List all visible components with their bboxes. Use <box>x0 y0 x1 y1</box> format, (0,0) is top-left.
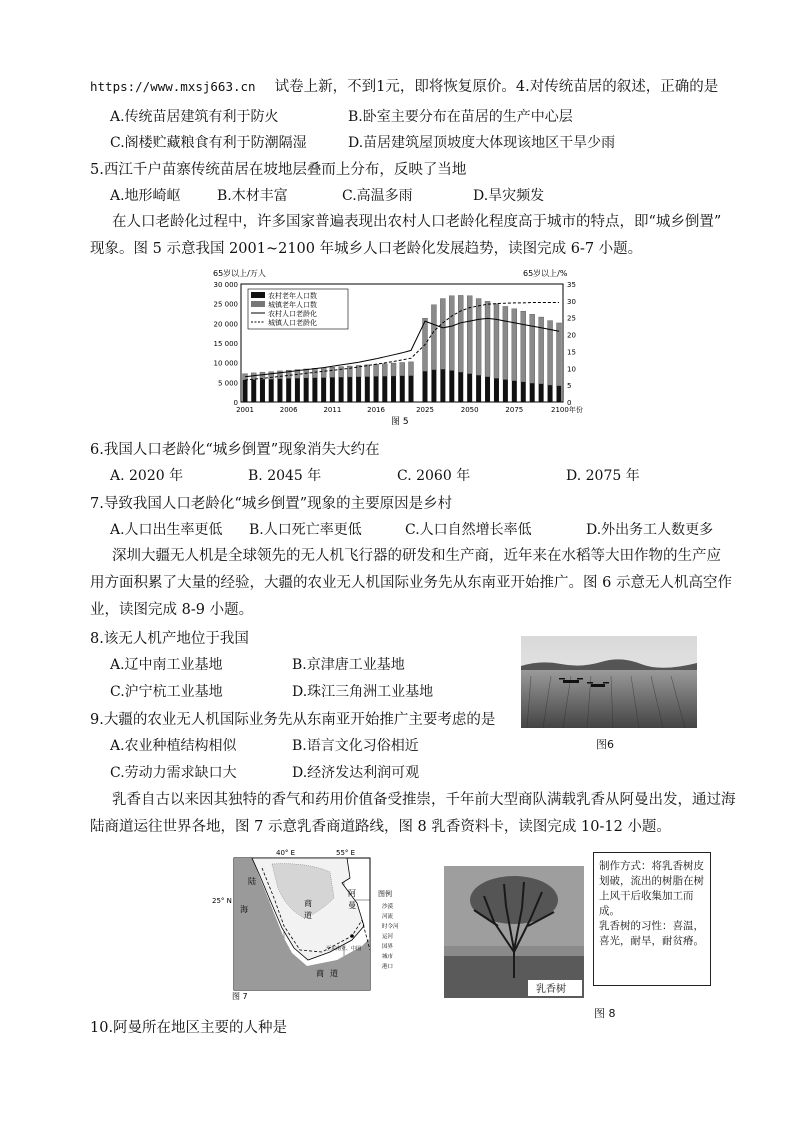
svg-text:时令河: 时令河 <box>382 924 399 930</box>
q9-option-c: C.劳动力需求缺口大 <box>110 765 237 781</box>
chart-bar-urban <box>269 372 274 379</box>
fig8-info-card <box>593 852 711 986</box>
svg-text:商: 商 <box>304 899 312 908</box>
svg-text:道: 道 <box>330 969 338 978</box>
q4-option-c: C.阁楼贮藏粮食有利于防潮隔湿 <box>110 135 307 151</box>
q8-option-c: C.沪宁杭工业基地 <box>110 684 223 700</box>
chart-ytick-left: 0 <box>233 399 238 407</box>
fig7-map <box>212 848 412 1000</box>
chart-bar-rural <box>440 369 445 402</box>
q5-option-b: B.木材丰富 <box>217 188 288 204</box>
passage2-line3: 业，读图完成 8-9 小题。 <box>90 602 254 618</box>
chart-bar-rural <box>295 378 300 402</box>
chart-bar-urban <box>365 365 370 377</box>
svg-text:曼: 曼 <box>348 901 356 910</box>
chart-ytick-left: 5 000 <box>217 379 238 388</box>
chart-bar-urban <box>476 299 481 376</box>
chart-bar-rural <box>243 380 248 402</box>
q4-option-d: D.苗居建筑屋顶坡度大体现该地区干旱少雨 <box>348 135 616 151</box>
chart-bar-rural <box>467 374 472 402</box>
q6-option-d: D. 2075 年 <box>566 468 640 484</box>
chart-bar-rural <box>557 386 562 402</box>
chart-xtick: 2001 <box>236 406 254 414</box>
chart-bar-urban <box>458 295 463 372</box>
legend-swatch-urban-count <box>251 301 265 307</box>
q4-option-a: A.传统苗居建筑有利于防火 <box>110 109 279 125</box>
card-line-6: 喜光，耐旱，耐贫瘠。 <box>599 935 704 947</box>
map-lat-25: 25° N <box>212 897 232 905</box>
map-city-marker <box>350 934 354 938</box>
q6-option-a: A. 2020 年 <box>110 468 184 484</box>
chart-bar-rural <box>548 385 553 402</box>
card-line-2: 划破，流出的树脂在树 <box>599 875 704 887</box>
svg-text:道: 道 <box>304 911 312 920</box>
chart-xtick: 2016 <box>367 406 385 414</box>
chart-bar-rural <box>347 377 352 402</box>
legend-rural-ratio: 农村人口老龄化 <box>268 310 317 318</box>
chart-ylabel-right: 65岁以上/% <box>523 269 568 278</box>
chart-bar-urban <box>440 299 445 370</box>
chart-ytick-right: 15 <box>567 348 576 357</box>
chart-xtick: 2025 <box>416 406 434 414</box>
chart-bar-rural <box>494 378 499 402</box>
chart-ytick-right: 20 <box>567 331 576 340</box>
chart-bar-rural <box>260 379 265 402</box>
chart-title: 图 5 <box>391 417 409 427</box>
chart-ylabel-left: 65岁以上/万人 <box>213 269 266 278</box>
passage3-line1: 乳香自古以来因其独特的香气和药用价值备受推崇，千年前大型商队满载乳香从阿曼出发，通过海 <box>112 792 736 808</box>
card-line-3: 上风干后收集加工而 <box>599 890 694 902</box>
fig6-drone-photo <box>521 636 697 728</box>
chart-bar-urban <box>321 368 326 378</box>
tree-label: 乳香树 <box>536 984 566 995</box>
chart-bar-rural <box>330 377 335 402</box>
svg-text:商: 商 <box>316 969 324 978</box>
passage3-line2: 陆商道运往世界各地，图 7 示意乳香商道路线，图 8 乳香资料卡，读图完成 10-12 小题。 <box>90 819 671 835</box>
q5-option-a: A.地形崎岖 <box>110 188 181 204</box>
chart-bar-urban <box>530 314 535 383</box>
map-lon-55: 55° E <box>336 849 356 857</box>
chart-bar-rural <box>409 376 414 402</box>
chart-bar-rural <box>485 377 490 402</box>
q7-stem: 7.导致我国人口老龄化“城乡倒置”现象的主要原因是乡村 <box>90 496 453 512</box>
chart-bar-rural <box>286 378 291 402</box>
chart-xtick: 2075 <box>505 406 524 414</box>
q9-stem: 9.大疆的农业无人机国际业务先从东南亚开始推广主要考虑的是 <box>90 712 496 728</box>
q6-option-c: C. 2060 年 <box>397 468 471 484</box>
chart-legend <box>248 289 348 329</box>
chart-bar-urban <box>339 367 344 378</box>
chart-bar-rural <box>400 376 405 402</box>
chart-ytick-left: 10 000 <box>213 359 238 368</box>
chart-bar-rural <box>476 375 481 402</box>
legend-urban-ratio: 城镇人口老龄化 <box>268 319 317 327</box>
chart-bar-urban <box>503 306 508 379</box>
passage2-line2: 用方面积累了大量的经验，大疆的农业无人机国际业务先从东南亚开始推广。图 6 示意无人机高空作 <box>90 575 732 591</box>
chart-ytick-right: 30 <box>567 297 576 306</box>
chart-bar-rural <box>521 382 526 402</box>
chart-xtick: 2011 <box>323 406 342 414</box>
q8-option-b: B.京津唐工业基地 <box>292 657 405 673</box>
chart-bar-rural <box>539 384 544 402</box>
chart-bar-urban <box>382 364 387 377</box>
chart-bar-urban <box>400 362 405 375</box>
chart-ytick-right: 35 <box>567 281 576 289</box>
legend-swatch-rural-count <box>251 292 265 298</box>
q7-option-c: C.人口自然增长率低 <box>405 522 532 538</box>
chart-bar-urban <box>521 311 526 382</box>
q5-stem: 5.西江千户苗寨传统苗居在坡地层叠而上分布，反映了当地 <box>90 162 467 178</box>
chart-bar-rural <box>391 376 396 402</box>
chart-bar-rural <box>339 377 344 402</box>
chart-bar-rural <box>251 380 256 402</box>
map-note: 至东南亚、中国 <box>326 946 362 952</box>
q5-option-c: C.高温多雨 <box>342 188 413 204</box>
chart-bar-rural <box>431 370 436 402</box>
header-line <box>90 76 718 97</box>
chart-ytick-left: 15 000 <box>213 340 238 348</box>
fig5-chart <box>205 266 605 428</box>
chart-bar-urban <box>449 296 454 371</box>
card-line-4: 成。 <box>599 905 620 917</box>
chart-ytick-right: 0 <box>567 399 572 407</box>
q10-stem: 10.阿曼所在地区主要的人种是 <box>90 1020 288 1036</box>
chart-ytick-left: 25 000 <box>213 300 238 309</box>
chart-ytick-left: 30 000 <box>213 281 238 289</box>
chart-bar-rural <box>312 378 317 402</box>
chart-bar-urban <box>409 362 414 376</box>
chart-bar-urban <box>494 304 499 379</box>
chart-bar-urban <box>431 305 436 370</box>
chart-xticks <box>236 405 583 414</box>
chart-bar-rural <box>269 379 274 402</box>
chart-bar-urban <box>374 364 379 376</box>
chart-xtick: 2050 <box>460 406 479 414</box>
chart-bar-rural <box>530 383 535 402</box>
chart-bar-rural <box>321 378 326 402</box>
legend-rural-count: 农村老年人口数 <box>268 292 317 300</box>
passage1-line2: 现象。图 5 示意我国 2001~2100 年城乡人口老龄化发展趋势，读图完成 6-7 小题。 <box>90 241 643 257</box>
chart-bar-urban <box>485 301 490 377</box>
q6-stem: 6.我国人口老龄化“城乡倒置”现象消失大约在 <box>90 442 380 458</box>
source-url[interactable]: https://www.mxsj663.cn <box>90 79 256 94</box>
chart-bar-urban <box>312 368 317 377</box>
chart-bar-rural <box>503 380 508 402</box>
card-line-1: 制作方式：将乳香树皮 <box>599 860 704 872</box>
chart-yticks-left <box>214 281 239 407</box>
legend-urban-count: 城镇老年人口数 <box>268 301 317 309</box>
svg-text:阿: 阿 <box>348 889 356 898</box>
chart-bar-rural <box>304 378 309 402</box>
q9-option-d: D.经济发达利润可观 <box>292 765 420 781</box>
chart-ytick-left: 20 000 <box>213 320 238 329</box>
q8-option-a: A.辽中南工业基地 <box>110 657 223 673</box>
fig7-caption: 图 7 <box>232 992 248 1000</box>
q8-option-d: D.珠江三角洲工业基地 <box>292 684 434 700</box>
chart-bar-urban <box>330 367 335 377</box>
chart-bar-urban <box>557 323 562 386</box>
svg-text:河流: 河流 <box>382 914 394 920</box>
chart-bar-rural <box>382 376 387 402</box>
chart-bar-rural <box>423 371 428 402</box>
card-line-5: 乳香树的习性：喜温， <box>599 920 704 932</box>
svg-text:国界: 国界 <box>382 944 394 950</box>
chart-bar-rural <box>458 372 463 402</box>
q8-stem: 8.该无人机产地位于我国 <box>90 631 249 647</box>
chart-ytick-right: 25 <box>567 314 576 323</box>
svg-text:港口: 港口 <box>382 964 394 970</box>
q6-option-b: B. 2045 年 <box>248 468 322 484</box>
svg-text:海: 海 <box>240 905 248 914</box>
q9-option-b: B.语言文化习俗相近 <box>292 738 419 754</box>
chart-ytick-right: 10 <box>567 365 576 374</box>
chart-bar-urban <box>391 363 396 376</box>
fig8-tree-photo <box>444 866 584 998</box>
chart-bar-rural <box>449 371 454 402</box>
q4-option-b: B.卧室主要分布在苗居的生产中心层 <box>348 109 573 125</box>
q7-option-d: D.外出务工人数更多 <box>586 522 714 538</box>
chart-bar-rural <box>356 377 361 402</box>
chart-bar-urban <box>512 309 517 381</box>
chart-bar-rural <box>277 379 282 402</box>
chart-ytick-right: 5 <box>567 382 572 391</box>
passage2-line1: 深圳大疆无人机是全球领先的无人机飞行器的研发和生产商，近年来在水稻等大田作物的生产应 <box>112 548 721 564</box>
q9-option-a: A.农业种植结构相似 <box>110 738 237 754</box>
passage1-line1: 在人口老龄化过程中，许多国家普遍表现出农村人口老龄化程度高于城市的特点，即“城乡倒置” <box>112 214 722 230</box>
fig8-caption: 图 8 <box>594 1007 616 1020</box>
svg-text:陆: 陆 <box>248 877 256 886</box>
map-legend-title: 图例 <box>378 890 392 898</box>
chart-xtick: 2100年份 <box>551 406 583 414</box>
svg-text:城市: 城市 <box>382 954 394 960</box>
header-text: 试卷上新，不到1元，即将恢复原价。4.对传统苗居的叙述，正确的是 <box>274 79 719 95</box>
svg-text:沙漠: 沙漠 <box>382 904 394 910</box>
chart-bar-rural <box>365 377 370 402</box>
chart-bar-rural <box>374 376 379 402</box>
q7-option-b: B.人口死亡率更低 <box>249 522 362 538</box>
chart-yticks-right <box>567 281 576 407</box>
chart-xtick: 2006 <box>279 406 298 414</box>
map-lon-40: 40° E <box>276 849 296 857</box>
chart-bar-rural <box>512 381 517 402</box>
svg-text:运河: 运河 <box>382 934 394 940</box>
q5-option-d: D.旱灾频发 <box>473 188 545 204</box>
fig6-caption: 图6 <box>596 738 614 751</box>
q7-option-a: A.人口出生率更低 <box>110 522 223 538</box>
